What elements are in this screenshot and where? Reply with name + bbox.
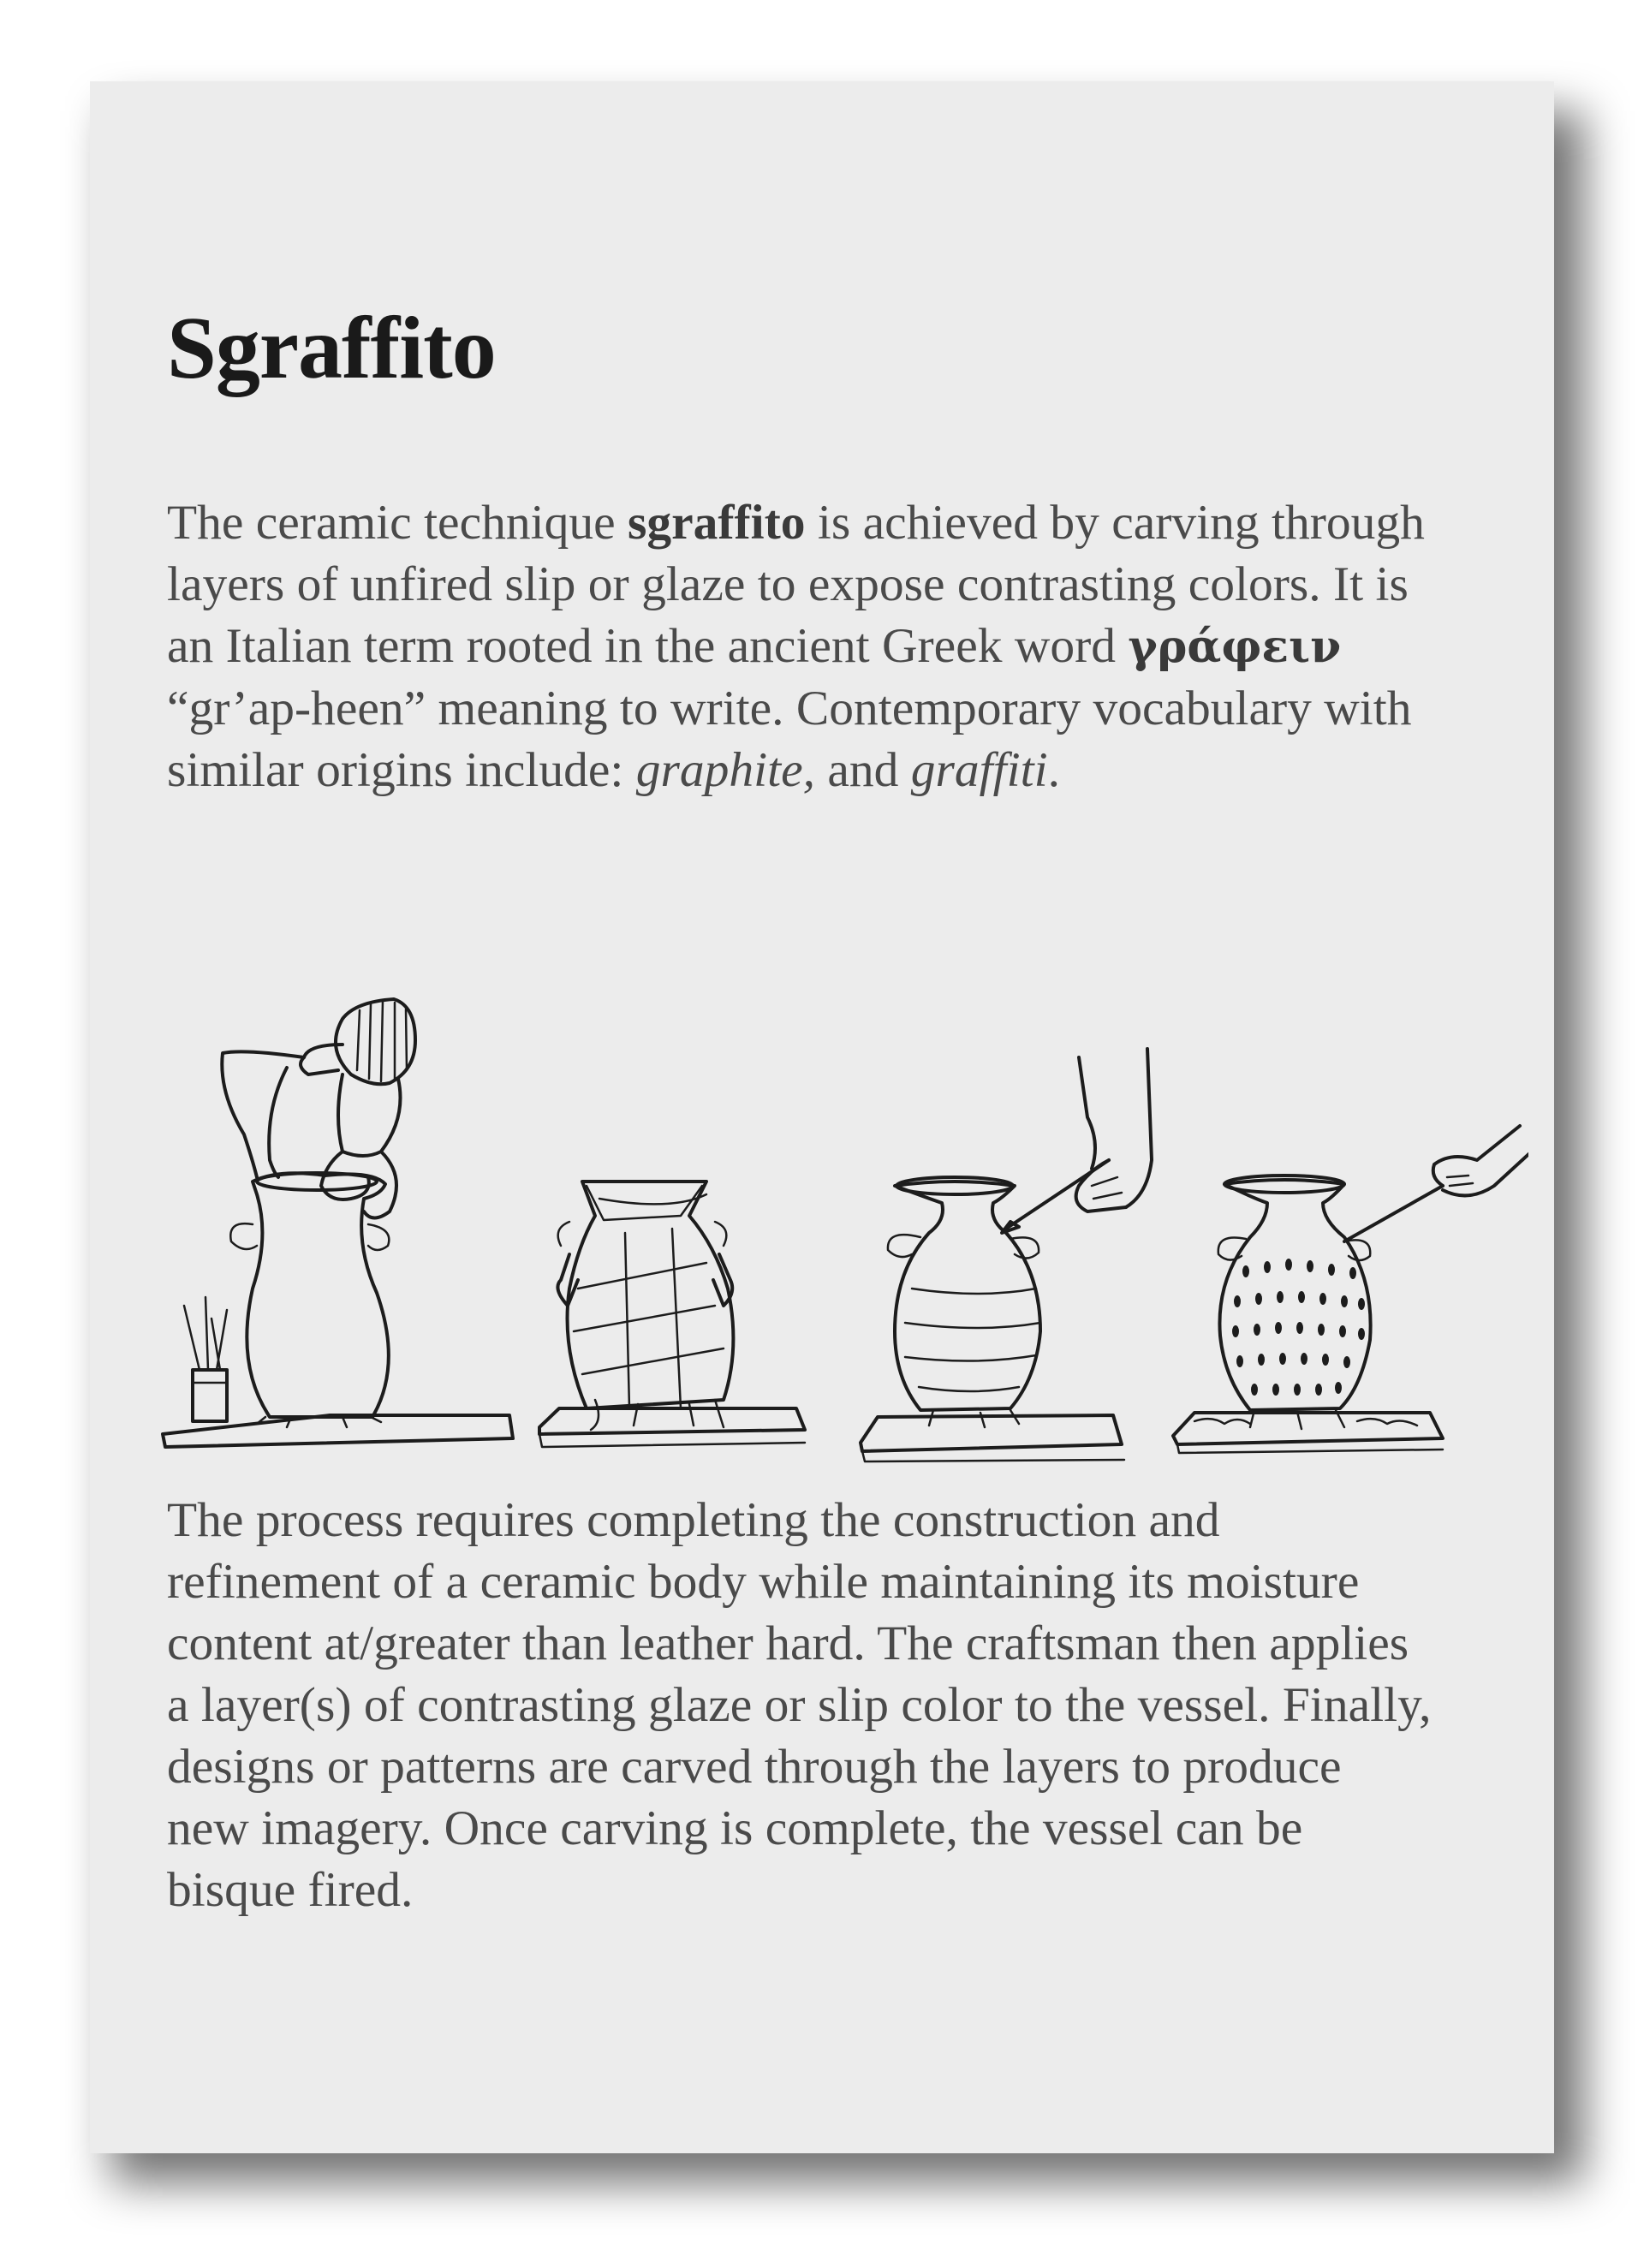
- intro-line-2: layers of unfired slip or glaze to expose contrasting colors. It is: [167, 557, 1409, 611]
- step-applying-slip: [861, 1049, 1152, 1461]
- process-line: The process requires completing the construction and: [167, 1493, 1220, 1547]
- process-line: a layer(s) of contrasting glaze or slip color to the vessel. Finally,: [167, 1678, 1432, 1732]
- page-card: [90, 81, 1554, 2153]
- intro-text-5: similar origins include:: [167, 743, 636, 797]
- intro-text-7: .: [1047, 743, 1060, 797]
- page-title: Sgraffito: [167, 299, 496, 397]
- intro-text-3: an Italian term rooted in the ancient Greek word: [167, 619, 1129, 673]
- intro-text-1: The ceramic technique: [167, 496, 628, 550]
- process-line: bisque fired.: [167, 1863, 414, 1917]
- process-line: designs or patterns are carved through the layers to produce: [167, 1740, 1342, 1794]
- intro-paragraph: [167, 492, 1537, 801]
- intro-text-2: is achieved by carving through: [805, 496, 1425, 550]
- step-wrapping-vessel: [539, 1182, 805, 1447]
- term-graphite: graphite,: [635, 743, 816, 797]
- intro-line-4: “gr’ap-heen” meaning to write. Contemporary vocabulary with: [167, 682, 1412, 735]
- greek-word: γράφειν: [1128, 621, 1342, 673]
- carved-dot-pattern: [1232, 1259, 1365, 1396]
- process-line: refinement of a ceramic body while maintaining its moisture: [167, 1555, 1360, 1609]
- step-forming-vessel: [163, 999, 513, 1447]
- term-sgraffito: sgraffito: [627, 496, 806, 550]
- intro-text-6: and: [815, 743, 911, 797]
- process-sketch: [158, 903, 1528, 1503]
- process-illustration: [158, 903, 1528, 1503]
- process-paragraph: [167, 1490, 1537, 1921]
- process-line: content at/greater than leather hard. The craftsman then applies: [167, 1616, 1409, 1670]
- step-carving-pattern: [1173, 1126, 1528, 1453]
- term-graffiti: graffiti: [910, 743, 1048, 797]
- process-line: new imagery. Once carving is complete, the vessel can be: [167, 1801, 1303, 1855]
